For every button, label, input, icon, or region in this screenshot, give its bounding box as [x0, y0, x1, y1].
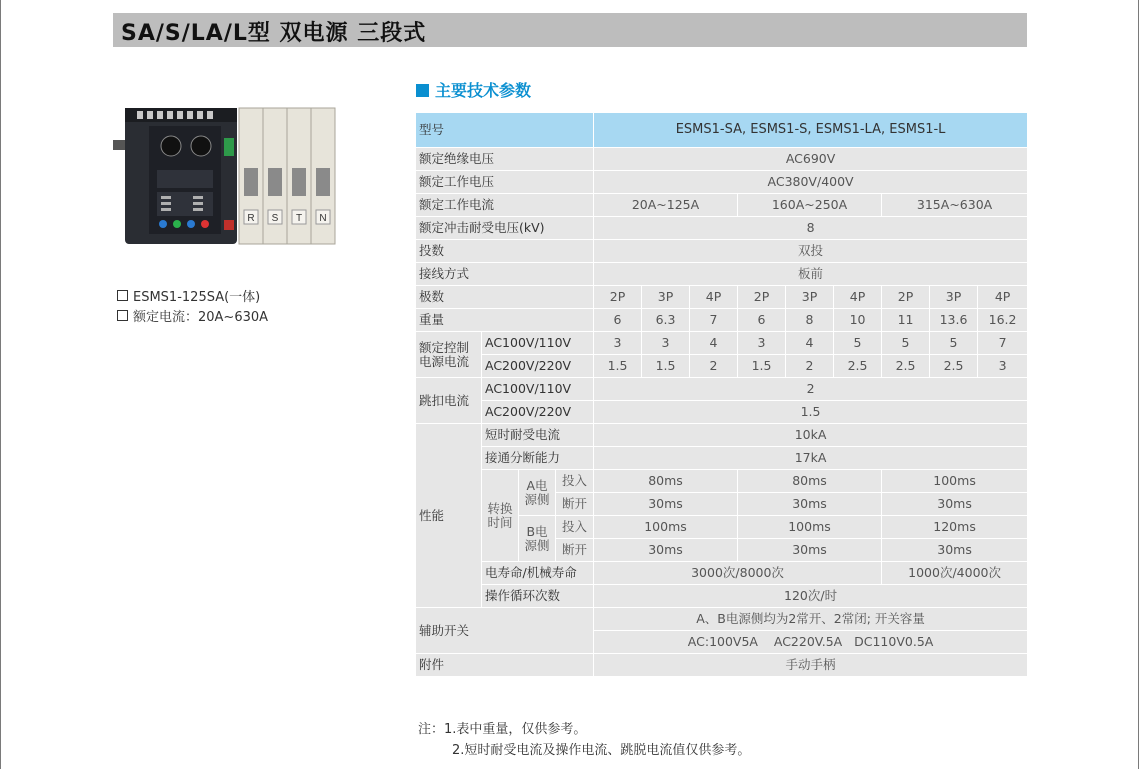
- side-a-label: A电源侧: [519, 470, 556, 516]
- pole-label-n: N: [319, 213, 327, 224]
- on-label: 投入: [556, 470, 594, 493]
- table-cell: 16.2: [978, 309, 1028, 332]
- table-row: [416, 309, 1028, 332]
- table-row: [416, 194, 1028, 217]
- aux-switch-line2: AC:100V5A AC220V.5A DC110V0.5A: [594, 631, 1028, 654]
- table-cell: 7: [690, 309, 738, 332]
- table-cell: 1000次/4000次: [882, 562, 1028, 585]
- table-row: [416, 378, 1028, 401]
- table-cell: 4: [786, 332, 834, 355]
- short-time-value: 10kA: [594, 424, 1028, 447]
- off-label: 断开: [556, 493, 594, 516]
- table-cell: 1.5: [594, 355, 642, 378]
- table-cell: 2P: [738, 286, 786, 309]
- insulation-label: 额定绝缘电压: [416, 148, 594, 171]
- table-cell: 80ms: [594, 470, 738, 493]
- square-bullet-icon: [416, 84, 429, 97]
- cycle-label: 操作循环次数: [482, 585, 594, 608]
- table-cell: 30ms: [882, 493, 1028, 516]
- table-cell: 160A~250A: [738, 194, 882, 217]
- insulation-value: AC690V: [594, 148, 1028, 171]
- voltage-label: AC100V/110V: [482, 332, 594, 355]
- table-cell: 30ms: [738, 493, 882, 516]
- table-cell: 3: [978, 355, 1028, 378]
- table-cell: 30ms: [594, 493, 738, 516]
- table-cell: 2: [786, 355, 834, 378]
- table-cell: 8: [786, 309, 834, 332]
- cycle-value: 120次/时: [594, 585, 1028, 608]
- note-1: 注：1.表中重量，仅供参考。: [418, 722, 587, 737]
- table-cell: 3: [642, 332, 690, 355]
- table-row: [416, 470, 1028, 493]
- side-b-label: B电源侧: [519, 516, 556, 562]
- note-2: 2.短时耐受电流及操作电流、跳脱电流值仅供参考。: [452, 743, 751, 758]
- table-cell: 4P: [690, 286, 738, 309]
- table-row: [416, 355, 1028, 378]
- table-cell: 5: [882, 332, 930, 355]
- table-cell: 6.3: [642, 309, 690, 332]
- pole-label-r: R: [247, 213, 255, 224]
- product-caption-current: 额定电流：20A~630A: [117, 306, 268, 325]
- accessory-value: 手动手柄: [594, 654, 1028, 677]
- pole-label-s: S: [271, 213, 279, 224]
- table-cell: 1.5: [642, 355, 690, 378]
- table-cell: 30ms: [738, 539, 882, 562]
- table-cell: 3P: [786, 286, 834, 309]
- throw-value: 双投: [594, 240, 1028, 263]
- table-cell: 4P: [834, 286, 882, 309]
- table-cell: 5: [834, 332, 882, 355]
- table-cell: 10: [834, 309, 882, 332]
- table-cell: 3P: [642, 286, 690, 309]
- checkbox-square-icon: [117, 310, 128, 321]
- table-cell: 7: [978, 332, 1028, 355]
- table-cell: 30ms: [594, 539, 738, 562]
- table-row: [416, 240, 1028, 263]
- table-cell: 100ms: [594, 516, 738, 539]
- impulse-label: 额定冲击耐受电压(kV): [416, 217, 594, 240]
- table-row: [416, 113, 1028, 148]
- throw-label: 投数: [416, 240, 594, 263]
- table-row: [416, 654, 1028, 677]
- voltage-label: AC200V/220V: [482, 355, 594, 378]
- working-voltage-value: AC380V/400V: [594, 171, 1028, 194]
- working-voltage-label: 额定工作电压: [416, 171, 594, 194]
- table-cell: 2.5: [930, 355, 978, 378]
- life-label: 电寿命/机械寿命: [482, 562, 594, 585]
- table-cell: 100ms: [738, 516, 882, 539]
- table-cell: 3P: [930, 286, 978, 309]
- table-cell: 5: [930, 332, 978, 355]
- table-cell: 1.5: [594, 401, 1028, 424]
- table-cell: 2: [690, 355, 738, 378]
- wiring-value: 板前: [594, 263, 1028, 286]
- table-cell: 2P: [594, 286, 642, 309]
- aux-switch-label: 辅助开关: [416, 608, 594, 654]
- table-cell: 30ms: [882, 539, 1028, 562]
- checkbox-square-icon: [117, 290, 128, 301]
- poles-label: 极数: [416, 286, 594, 309]
- performance-label: 性能: [416, 424, 482, 608]
- pole-label-t: T: [295, 213, 303, 224]
- table-row: [416, 447, 1028, 470]
- table-cell: 4: [690, 332, 738, 355]
- weight-label: 重量: [416, 309, 594, 332]
- section-title: 主要技术参数: [416, 78, 531, 101]
- table-row: [416, 562, 1028, 585]
- title-bar: [113, 13, 1027, 47]
- make-break-label: 接通分断能力: [482, 447, 594, 470]
- table-cell: 4P: [978, 286, 1028, 309]
- spec-table: [415, 112, 1028, 677]
- short-time-label: 短时耐受电流: [482, 424, 594, 447]
- product-image: [113, 104, 343, 262]
- table-cell: 80ms: [738, 470, 882, 493]
- transfer-time-label: 转换时间: [482, 470, 519, 562]
- table-cell: 2P: [882, 286, 930, 309]
- voltage-label: AC200V/220V: [482, 401, 594, 424]
- voltage-label: AC100V/110V: [482, 378, 594, 401]
- table-cell: 6: [594, 309, 642, 332]
- table-row: [416, 401, 1028, 424]
- product-caption-model: ESMS1-125SA(一体): [117, 286, 260, 305]
- off-label: 断开: [556, 539, 594, 562]
- table-cell: 1.5: [738, 355, 786, 378]
- table-cell: 3000次/8000次: [594, 562, 882, 585]
- working-current-label: 额定工作电流: [416, 194, 594, 217]
- table-row: [416, 424, 1028, 447]
- table-cell: 120ms: [882, 516, 1028, 539]
- table-cell: 315A~630A: [882, 194, 1028, 217]
- table-row: [416, 217, 1028, 240]
- table-cell: 20A~125A: [594, 194, 738, 217]
- table-cell: 100ms: [882, 470, 1028, 493]
- table-cell: 2: [594, 378, 1028, 401]
- control-current-label: 额定控制电源电流: [416, 332, 482, 378]
- table-cell: 6: [738, 309, 786, 332]
- table-row: [416, 148, 1028, 171]
- accessory-label: 附件: [416, 654, 594, 677]
- model-label: 型号: [416, 113, 594, 148]
- table-cell: 3: [738, 332, 786, 355]
- on-label: 投入: [556, 516, 594, 539]
- table-cell: 2.5: [882, 355, 930, 378]
- table-row: [416, 585, 1028, 608]
- table-row: [416, 608, 1028, 631]
- table-row: [416, 171, 1028, 194]
- aux-switch-line1: A、B电源侧均为2常开、2常闭; 开关容量: [594, 608, 1028, 631]
- model-value: ESMS1-SA, ESMS1-S, ESMS1-LA, ESMS1-L: [594, 113, 1028, 148]
- table-cell: 11: [882, 309, 930, 332]
- table-row: [416, 263, 1028, 286]
- table-cell: 2.5: [834, 355, 882, 378]
- table-row: [416, 286, 1028, 309]
- impulse-value: 8: [594, 217, 1028, 240]
- table-cell: 13.6: [930, 309, 978, 332]
- wiring-label: 接线方式: [416, 263, 594, 286]
- table-cell: 3: [594, 332, 642, 355]
- make-break-value: 17kA: [594, 447, 1028, 470]
- page-title: SA/S/LA/L型 双电源 三段式: [121, 21, 427, 46]
- table-row: [416, 332, 1028, 355]
- trip-current-label: 跳扣电流: [416, 378, 482, 424]
